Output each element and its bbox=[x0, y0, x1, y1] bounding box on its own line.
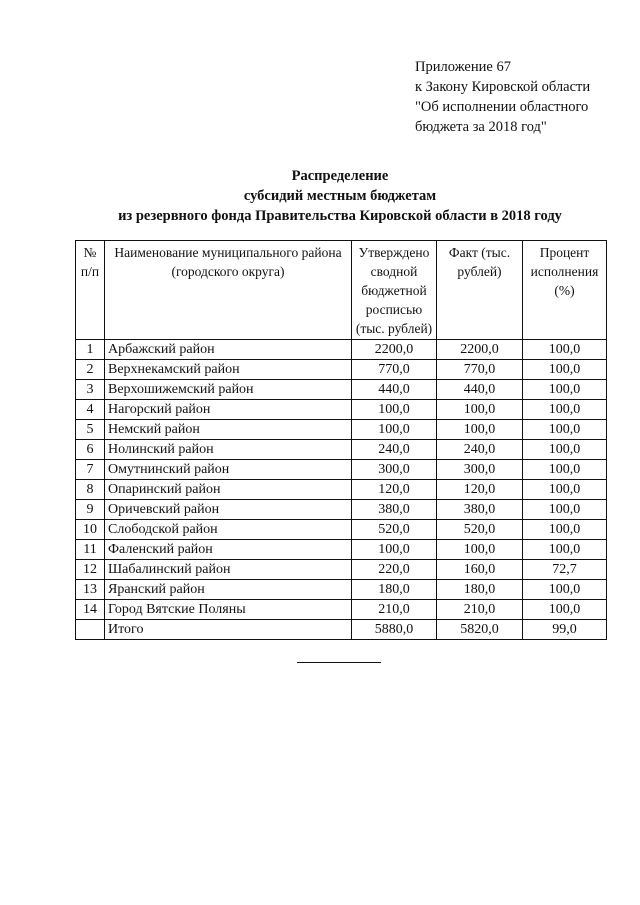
cell-fact: 770,0 bbox=[437, 360, 523, 380]
cell-name: Шабалинский район bbox=[105, 560, 352, 580]
cell-name: Арбажский район bbox=[105, 340, 352, 360]
cell-fact: 120,0 bbox=[437, 480, 523, 500]
cell-fact: 380,0 bbox=[437, 500, 523, 520]
cell-name: Омутнинский район bbox=[105, 460, 352, 480]
cell-fact: 100,0 bbox=[437, 420, 523, 440]
cell-num: 11 bbox=[76, 540, 105, 560]
header-name: Наименование муниципального района (городского округа) bbox=[105, 241, 352, 340]
cell-percent: 100,0 bbox=[523, 500, 607, 520]
cell-name: Фаленский район bbox=[105, 540, 352, 560]
cell-percent: 100,0 bbox=[523, 520, 607, 540]
document-title bbox=[60, 166, 620, 226]
cell-fact: 100,0 bbox=[437, 540, 523, 560]
cell-name: Город Вятские Поляны bbox=[105, 600, 352, 620]
cell-approved: 220,0 bbox=[352, 560, 437, 580]
cell-fact: 520,0 bbox=[437, 520, 523, 540]
cell-approved: 120,0 bbox=[352, 480, 437, 500]
appendix-line: к Закону Кировской области bbox=[415, 79, 591, 95]
cell-fact: 5820,0 bbox=[437, 620, 523, 640]
title-line: Распределение bbox=[291, 168, 389, 184]
cell-fact: 180,0 bbox=[437, 580, 523, 600]
cell-percent: 100,0 bbox=[523, 480, 607, 500]
cell-name: Яранский район bbox=[105, 580, 352, 600]
cell-approved: 770,0 bbox=[352, 360, 437, 380]
cell-num: 7 bbox=[76, 460, 105, 480]
table-row bbox=[76, 560, 607, 580]
cell-name: Верхошижемский район bbox=[105, 380, 352, 400]
cell-name: Верхнекамский район bbox=[105, 360, 352, 380]
cell-name: Итого bbox=[105, 620, 352, 640]
cell-approved: 520,0 bbox=[352, 520, 437, 540]
title-line: субсидий местным бюджетам bbox=[243, 188, 437, 204]
closing-rule bbox=[297, 662, 381, 663]
title-line: из резервного фонда Правительства Кировской области в 2018 году bbox=[118, 208, 562, 224]
table-row bbox=[76, 580, 607, 600]
cell-fact: 440,0 bbox=[437, 380, 523, 400]
table-row bbox=[76, 380, 607, 400]
cell-num: 1 bbox=[76, 340, 105, 360]
table-row bbox=[76, 400, 607, 420]
cell-approved: 380,0 bbox=[352, 500, 437, 520]
total-row bbox=[76, 620, 607, 640]
cell-num: 12 bbox=[76, 560, 105, 580]
cell-approved: 100,0 bbox=[352, 420, 437, 440]
table-row bbox=[76, 360, 607, 380]
cell-num: 9 bbox=[76, 500, 105, 520]
header-fact: Факт (тыс. рублей) bbox=[437, 241, 523, 340]
cell-num: 2 bbox=[76, 360, 105, 380]
cell-percent: 100,0 bbox=[523, 380, 607, 400]
cell-approved: 100,0 bbox=[352, 540, 437, 560]
cell-fact: 300,0 bbox=[437, 460, 523, 480]
table-row bbox=[76, 500, 607, 520]
table-row bbox=[76, 520, 607, 540]
cell-num: 13 bbox=[76, 580, 105, 600]
cell-percent: 100,0 bbox=[523, 360, 607, 380]
cell-num: 14 bbox=[76, 600, 105, 620]
appendix-header bbox=[415, 57, 590, 137]
cell-fact: 210,0 bbox=[437, 600, 523, 620]
table-row bbox=[76, 460, 607, 480]
cell-num: 10 bbox=[76, 520, 105, 540]
cell-percent: 99,0 bbox=[523, 620, 607, 640]
cell-name: Нолинский район bbox=[105, 440, 352, 460]
cell-name: Нагорский район bbox=[105, 400, 352, 420]
table-row bbox=[76, 420, 607, 440]
cell-fact: 2200,0 bbox=[437, 340, 523, 360]
cell-percent: 100,0 bbox=[523, 420, 607, 440]
table-header-row bbox=[76, 241, 607, 340]
table-row bbox=[76, 440, 607, 460]
cell-percent: 100,0 bbox=[523, 440, 607, 460]
cell-approved: 440,0 bbox=[352, 380, 437, 400]
cell-percent: 100,0 bbox=[523, 460, 607, 480]
table-row bbox=[76, 340, 607, 360]
cell-name: Немский район bbox=[105, 420, 352, 440]
header-num: № п/п bbox=[76, 241, 105, 340]
cell-name: Опаринский район bbox=[105, 480, 352, 500]
appendix-line: "Об исполнении областного bbox=[415, 99, 589, 115]
table-row bbox=[76, 480, 607, 500]
cell-fact: 160,0 bbox=[437, 560, 523, 580]
cell-num: 4 bbox=[76, 400, 105, 420]
cell-approved: 2200,0 bbox=[352, 340, 437, 360]
cell-num: 3 bbox=[76, 380, 105, 400]
cell-percent: 100,0 bbox=[523, 340, 607, 360]
cell-num: 8 bbox=[76, 480, 105, 500]
cell-name: Оричевский район bbox=[105, 500, 352, 520]
cell-percent: 72,7 bbox=[523, 560, 607, 580]
cell-approved: 210,0 bbox=[352, 600, 437, 620]
cell-name: Слободской район bbox=[105, 520, 352, 540]
cell-percent: 100,0 bbox=[523, 580, 607, 600]
cell-approved: 180,0 bbox=[352, 580, 437, 600]
cell-fact: 100,0 bbox=[437, 400, 523, 420]
cell-approved: 300,0 bbox=[352, 460, 437, 480]
cell-num: 6 bbox=[76, 440, 105, 460]
cell-approved: 100,0 bbox=[352, 400, 437, 420]
table-row bbox=[76, 600, 607, 620]
table-row bbox=[76, 540, 607, 560]
cell-percent: 100,0 bbox=[523, 600, 607, 620]
header-approved: Утверждено сводной бюджетной росписью (тыс. рублей) bbox=[352, 241, 437, 340]
cell-num bbox=[76, 620, 105, 640]
appendix-line: бюджета за 2018 год" bbox=[415, 119, 547, 135]
cell-fact: 240,0 bbox=[437, 440, 523, 460]
subsidy-table bbox=[75, 240, 607, 640]
appendix-line: Приложение 67 bbox=[415, 59, 511, 75]
table-body bbox=[76, 340, 607, 640]
cell-num: 5 bbox=[76, 420, 105, 440]
cell-approved: 240,0 bbox=[352, 440, 437, 460]
cell-approved: 5880,0 bbox=[352, 620, 437, 640]
header-percent: Процент исполнения (%) bbox=[523, 241, 607, 340]
cell-percent: 100,0 bbox=[523, 540, 607, 560]
cell-percent: 100,0 bbox=[523, 400, 607, 420]
